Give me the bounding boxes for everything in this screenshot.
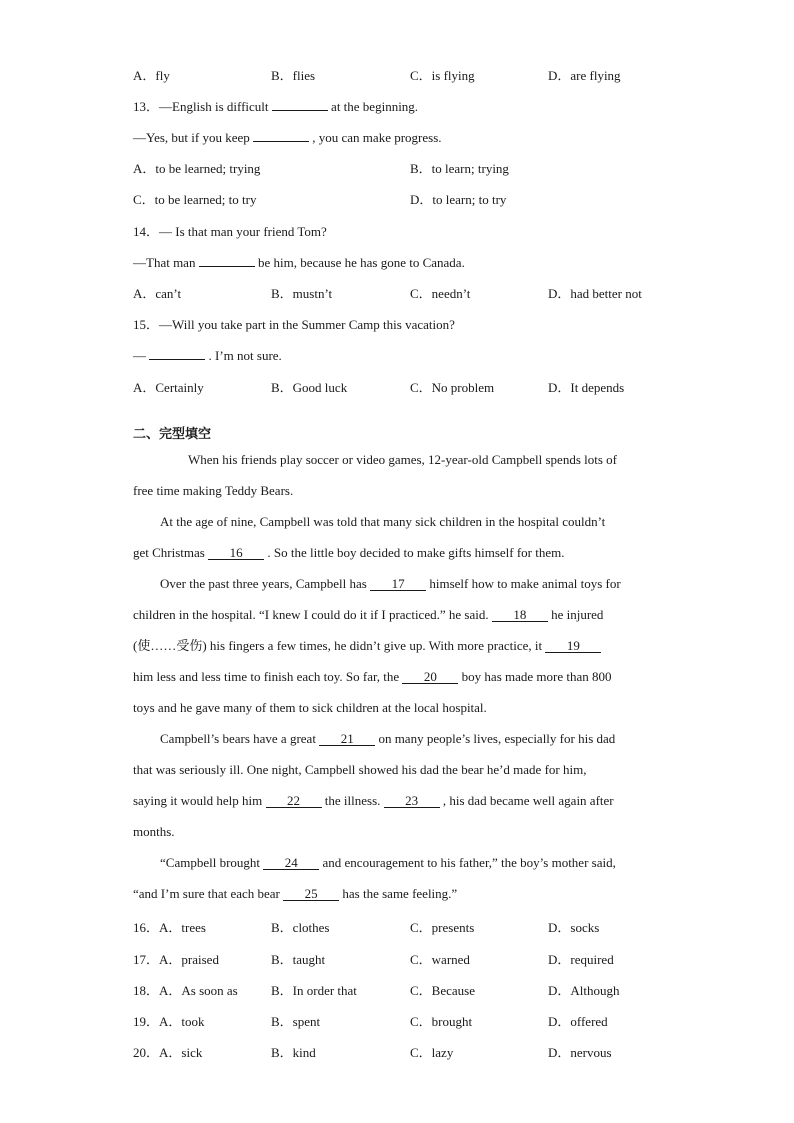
q17-option-d: D．required bbox=[548, 952, 614, 967]
passage-text: “and I’m sure that each bear bbox=[133, 886, 284, 901]
blank-16: 16 bbox=[208, 546, 264, 560]
q13-stem-1-text-a: 13．—English is difficult bbox=[133, 99, 272, 114]
passage-line bbox=[133, 545, 663, 576]
passage-line: that was seriously ill. One night, Campbell showed his dad the bear he’d made for him, bbox=[133, 762, 587, 777]
passage-text: him less and less time to finish each toy. So far, the bbox=[133, 669, 403, 684]
q17-option-c: C．warned bbox=[410, 952, 470, 967]
q16-option-a bbox=[133, 920, 206, 936]
passage-line: free time making Teddy Bears. bbox=[133, 483, 294, 498]
blank-21: 21 bbox=[319, 732, 375, 746]
q17-option-a bbox=[133, 952, 219, 968]
q19-option-a-text: A．took bbox=[159, 1014, 205, 1029]
passage-line: toys and he gave many of them to sick children at the local hospital. bbox=[133, 700, 487, 715]
q15-option-d: D．It depends bbox=[548, 380, 625, 395]
q15-option-a: A．Certainly bbox=[133, 380, 204, 395]
passage-text: children in the hospital. “I knew I could do it if I practiced.” he said. bbox=[133, 607, 492, 622]
passage-text: saying it would help him bbox=[133, 793, 266, 808]
q18-option-a-text: A．As soon as bbox=[159, 983, 238, 998]
passage-text: (使……受伤) his fingers a few times, he didn’t give up. With more practice, it bbox=[133, 638, 546, 653]
q18-number: 18． bbox=[133, 983, 160, 998]
blank-20: 20 bbox=[402, 670, 458, 684]
q13-stem-1-text-b: at the beginning. bbox=[327, 99, 419, 114]
q20-option-d: D．nervous bbox=[548, 1045, 612, 1060]
passage-text: boy has made more than 800 bbox=[458, 669, 612, 684]
passage-line bbox=[133, 855, 663, 886]
passage-line bbox=[133, 607, 663, 638]
q15-stem-2-text-a: — bbox=[133, 348, 150, 363]
passage-text: , his dad became well again after bbox=[439, 793, 614, 808]
blank-17: 17 bbox=[370, 577, 426, 591]
passage-text: the illness. bbox=[321, 793, 384, 808]
passage-text: himself how to make animal toys for bbox=[426, 576, 621, 591]
q19-option-c: C．brought bbox=[410, 1014, 473, 1029]
q14-stem-2-text-b: be him, because he has gone to Canada. bbox=[254, 255, 465, 270]
q15-stem-2 bbox=[133, 348, 282, 364]
q13-option-c: C．to be learned; to try bbox=[133, 192, 257, 207]
q16-option-a-text: A．trees bbox=[159, 920, 206, 935]
q19-number: 19． bbox=[133, 1014, 160, 1029]
q15-option-c: C．No problem bbox=[410, 380, 495, 395]
q15-stem-1: 15．—Will you take part in the Summer Camp this vacation? bbox=[133, 317, 455, 332]
q16-option-b: B．clothes bbox=[271, 920, 330, 935]
q16-number: 16． bbox=[133, 920, 160, 935]
q13-blank-2 bbox=[253, 141, 309, 142]
q13-option-d: D．to learn; to try bbox=[410, 192, 507, 207]
q14-option-b: B．mustn’t bbox=[271, 286, 333, 301]
q18-option-c: C．Because bbox=[410, 983, 475, 998]
passage-line bbox=[133, 638, 663, 669]
q20-option-a-text: A．sick bbox=[159, 1045, 203, 1060]
q20-option-c: C．lazy bbox=[410, 1045, 454, 1060]
q20-option-b: B．kind bbox=[271, 1045, 316, 1060]
q15-blank bbox=[149, 359, 205, 360]
q14-option-a: A．can’t bbox=[133, 286, 182, 301]
passage-text: Campbell’s bears have a great bbox=[160, 731, 320, 746]
q12-option-c: C．is flying bbox=[410, 68, 475, 83]
q19-option-d: D．offered bbox=[548, 1014, 608, 1029]
q13-blank-1 bbox=[272, 110, 328, 111]
q15-stem-2-text-b: . I’m not sure. bbox=[205, 348, 282, 363]
q17-option-b: B．taught bbox=[271, 952, 326, 967]
q18-option-a bbox=[133, 983, 238, 999]
q17-number: 17． bbox=[133, 952, 160, 967]
blank-24: 24 bbox=[263, 856, 319, 870]
passage-text: Over the past three years, Campbell has bbox=[160, 576, 371, 591]
q12-option-b: B．flies bbox=[271, 68, 316, 83]
blank-18: 18 bbox=[492, 608, 548, 622]
passage-text: he injured bbox=[547, 607, 604, 622]
q14-stem-2-text-a: —That man bbox=[133, 255, 199, 270]
q17-option-a-text: A．praised bbox=[159, 952, 219, 967]
passage-text: “Campbell brought bbox=[160, 855, 264, 870]
blank-25: 25 bbox=[283, 887, 339, 901]
blank-22: 22 bbox=[266, 794, 322, 808]
q19-option-b: B．spent bbox=[271, 1014, 321, 1029]
passage-line bbox=[133, 669, 663, 700]
q16-option-d: D．socks bbox=[548, 920, 600, 935]
q14-stem-1: 14．— Is that man your friend Tom? bbox=[133, 224, 327, 239]
q15-option-b: B．Good luck bbox=[271, 380, 348, 395]
q14-option-c: C．needn’t bbox=[410, 286, 471, 301]
q13-stem-2-text-b: , you can make progress. bbox=[309, 130, 442, 145]
q12-option-d: D．are flying bbox=[548, 68, 621, 83]
q12-option-a: A．fly bbox=[133, 68, 170, 83]
passage-text: has the same feeling.” bbox=[339, 886, 458, 901]
q20-number: 20． bbox=[133, 1045, 160, 1060]
passage-text: get Christmas bbox=[133, 545, 209, 560]
passage-text: . So the little boy decided to make gifts himself for them. bbox=[264, 545, 565, 560]
q14-blank bbox=[199, 266, 255, 267]
blank-19: 19 bbox=[545, 639, 601, 653]
q18-option-b: B．In order that bbox=[271, 983, 357, 998]
blank-23: 23 bbox=[384, 794, 440, 808]
q14-stem-2 bbox=[133, 255, 465, 271]
section-title-cloze: 二、完型填空 bbox=[133, 427, 212, 442]
q16-option-c: C．presents bbox=[410, 920, 475, 935]
passage-line bbox=[133, 576, 663, 607]
q18-option-d: D．Although bbox=[548, 983, 620, 998]
passage-line: When his friends play soccer or video games, 12-year-old Campbell spends lots of bbox=[188, 452, 617, 467]
q13-option-a: A．to be learned; trying bbox=[133, 161, 261, 176]
q13-option-b: B．to learn; trying bbox=[410, 161, 509, 176]
q20-option-a bbox=[133, 1045, 202, 1061]
passage-text: and encouragement to his father,” the boy’s mother said, bbox=[319, 855, 616, 870]
passage-line bbox=[133, 793, 663, 824]
passage-line: At the age of nine, Campbell was told that many sick children in the hospital couldn’t bbox=[160, 514, 606, 529]
passage bbox=[133, 452, 663, 917]
q13-stem-2 bbox=[133, 130, 442, 146]
passage-line: months. bbox=[133, 824, 175, 839]
q19-option-a bbox=[133, 1014, 205, 1030]
passage-line bbox=[133, 731, 663, 762]
q13-stem-1 bbox=[133, 99, 418, 115]
q14-option-d: D．had better not bbox=[548, 286, 642, 301]
passage-line bbox=[133, 886, 663, 917]
passage-text: on many people’s lives, especially for his dad bbox=[375, 731, 616, 746]
q13-stem-2-text-a: —Yes, but if you keep bbox=[133, 130, 254, 145]
